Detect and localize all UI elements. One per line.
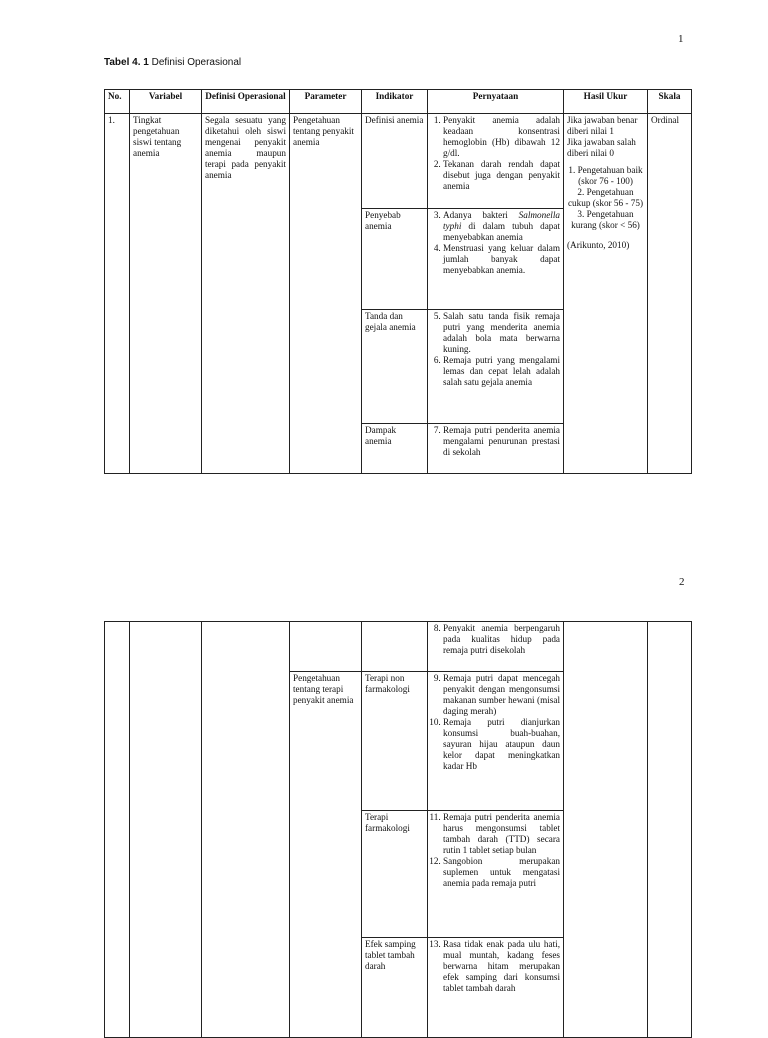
cell-pernyataan-9-10 xyxy=(428,672,564,811)
cell-pernyataan-3-4 xyxy=(428,209,564,310)
cell-variabel: Tingkat pengetahuan siswi tentang anemia xyxy=(130,114,202,474)
cell-pernyataan-13 xyxy=(428,938,564,1038)
cell-indikator-penyebab: Penyebab anemia xyxy=(362,209,428,310)
cell-indikator-tanda: Tanda dan gejala anemia xyxy=(362,310,428,424)
page-number-1: 1 xyxy=(678,33,684,45)
statement-6: 6. Remaja putri yang mengalami lemas dan cepat lelah adalah salah satu gejala anemia xyxy=(443,355,560,388)
statement-4: 4. Menstruasi yang keluar dalam jumlah banyak dapat menyebabkan anemia. xyxy=(443,243,560,276)
hasil-rule-benar: Jika jawaban benar diberi nilai 1 xyxy=(567,115,638,137)
cell-indikator-nonfarmakologi: Terapi non farmakologi xyxy=(362,672,428,811)
cell-indikator-empty xyxy=(362,622,428,672)
cell-hasil-ukur xyxy=(564,114,648,474)
hasil-kategori-kurang: 3. Pengetahuan kurang (skor < 56) xyxy=(571,209,640,231)
table-caption xyxy=(104,57,241,68)
hasil-citation: (Arikunto, 2010) xyxy=(567,240,630,251)
statement-13: 13. Rasa tidak enak pada ulu hati, mual muntah, kadang feses berwarna hitam merupakan efek samping dari konsumsi tablet tambah darah xyxy=(443,939,560,994)
header-no: No. xyxy=(105,90,130,114)
header-pernyataan: Pernyataan xyxy=(428,90,564,114)
caption-title: Definisi Operasional xyxy=(148,57,242,68)
statement-10: 10. Remaja putri dianjurkan konsumsi buah-buahan, sayuran hijau ataupun daun kelor dapat meningkatkan kadar Hb xyxy=(443,717,560,772)
statement-9: 9. Remaja putri dapat mencegah penyakit dengan mengonsumsi makanan sumber hewani (misal daging merah) xyxy=(443,673,560,717)
statement-7: 7. Remaja putri penderita anemia mengalami penurunan prestasi di sekolah xyxy=(443,425,560,458)
cell-hasil-empty xyxy=(564,622,648,1038)
cell-no-empty xyxy=(105,622,130,1038)
hasil-kategori-cukup: 2. Pengetahuan cukup (skor 56 - 75) xyxy=(567,187,644,209)
cell-definisi: Segala sesuatu yang diketahui oleh siswi mengenai penyakit anemia maupun terapi pada penyakit anemia xyxy=(202,114,290,474)
statement-3-text: Adanya bakteri Salmonella typhi di dalam tubuh dapat menyebabkan anemia xyxy=(443,210,560,243)
cell-skala-empty xyxy=(648,622,692,1038)
cell-pernyataan-7 xyxy=(428,424,564,474)
cell-skala: Ordinal xyxy=(648,114,692,474)
hasil-rule-salah: Jika jawaban salah diberi nilai 0 xyxy=(567,137,636,159)
cell-indikator-dampak: Dampak anemia xyxy=(362,424,428,474)
statement-5: 5. Salah satu tanda fisik remaja putri yang menderita anemia adalah bola mata berwarna kuning. xyxy=(443,311,560,355)
cell-parameter-terapi: Pengetahuan tentang terapi penyakit anemia xyxy=(290,672,362,1038)
cell-pernyataan-1-2 xyxy=(428,114,564,209)
cell-pernyataan-8 xyxy=(428,622,564,672)
table-header-row xyxy=(105,90,692,114)
hasil-kategori-baik: 1. Pengetahuan baik (skor 76 - 100) xyxy=(568,165,643,187)
table-row xyxy=(105,622,692,672)
cell-no: 1. xyxy=(105,114,130,474)
cell-indikator-efek-samping: Efek samping tablet tambah darah xyxy=(362,938,428,1038)
definisi-operasional-table-continued xyxy=(104,621,692,1038)
page-number-2: 2 xyxy=(679,576,685,588)
statement-1: 1. Penyakit anemia adalah keadaan konsentrasi hemoglobin (Hb) dibawah 12 g/dl. xyxy=(443,115,560,159)
header-variabel: Variabel xyxy=(130,90,202,114)
statement-8: 8. Penyakit anemia berpengaruh pada kualitas hidup pada remaja putri disekolah xyxy=(443,623,560,656)
cell-variabel-empty xyxy=(130,622,202,1038)
caption-label: Tabel 4. 1 xyxy=(104,57,149,68)
cell-parameter: Pengetahuan tentang penyakit anemia xyxy=(290,114,362,474)
statement-12: 12. Sangobion merupakan suplemen untuk mengatasi anemia pada remaja putri xyxy=(443,856,560,889)
header-indikator: Indikator xyxy=(362,90,428,114)
header-definisi: Definisi Operasional xyxy=(202,90,290,114)
header-hasil-ukur: Hasil Ukur xyxy=(564,90,648,114)
cell-pernyataan-5-6 xyxy=(428,310,564,424)
statement-2: 2. Tekanan darah rendah dapat disebut juga dengan penyakit anemia xyxy=(443,159,560,192)
cell-indikator-definisi: Definisi anemia xyxy=(362,114,428,209)
statement-11: 11. Remaja putri penderita anemia harus mengonsumsi tablet tambah darah (TTD) secara rutin 1 tablet setiap bulan xyxy=(443,812,560,856)
cell-indikator-farmakologi: Terapi farmakologi xyxy=(362,811,428,938)
definisi-operasional-table xyxy=(104,89,692,474)
header-skala: Skala xyxy=(648,90,692,114)
cell-pernyataan-11-12 xyxy=(428,811,564,938)
statement-3 xyxy=(443,210,560,243)
table-row xyxy=(105,114,692,209)
header-parameter: Parameter xyxy=(290,90,362,114)
cell-definisi-empty xyxy=(202,622,290,1038)
cell-parameter-empty xyxy=(290,622,362,672)
